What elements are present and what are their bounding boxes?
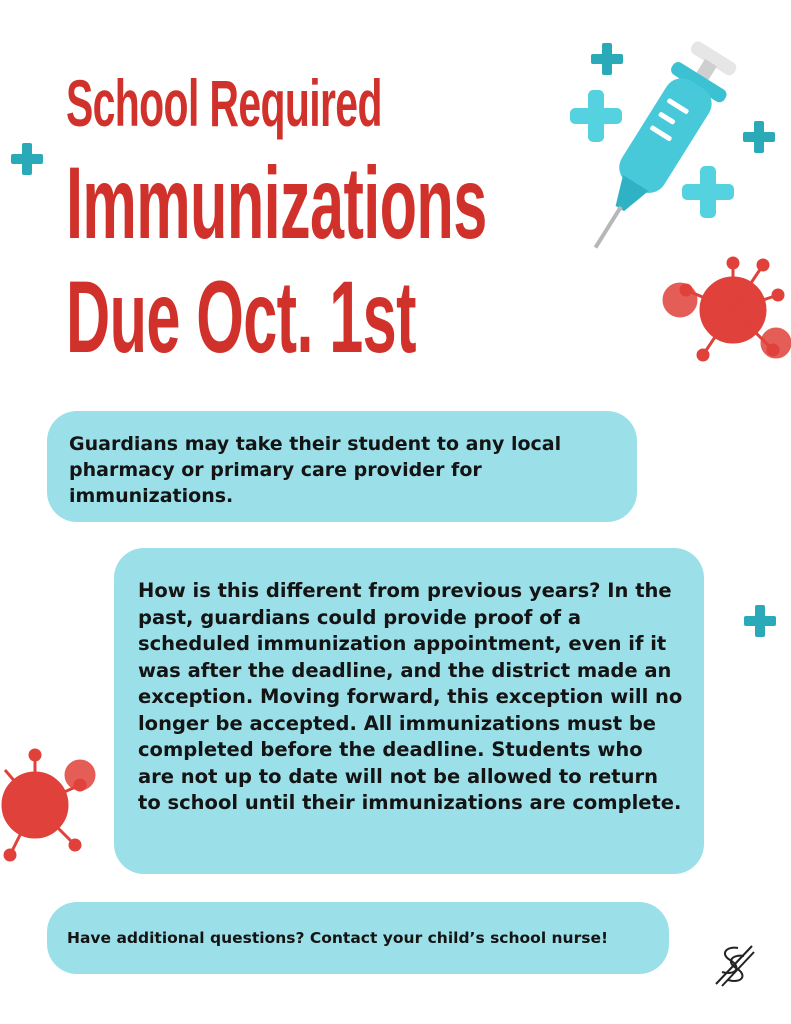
plus-icon <box>741 602 779 640</box>
title-line-immunizations: Immunizations <box>66 146 487 260</box>
info-box-contact <box>47 902 669 974</box>
virus-icon <box>0 745 100 865</box>
title-line-school-required: School Required <box>66 66 382 140</box>
info-text-guardians: Guardians may take their student to any local pharmacy or primary care provider for immunizations. <box>69 433 562 507</box>
virus-icon <box>658 255 791 370</box>
plus-icon <box>740 118 778 156</box>
info-box-policy-change <box>114 548 704 874</box>
info-text-policy-change: How is this different from previous years? In the past, guardians could provide proof of a scheduled immunization appointment, even if it was after the deadline, and the district made an exception. Moving forward, this exception will no longer be accepted. All immunizations must be completed before the deadline. Students who are not up to date will not be allowed to return to school until their immunizations are complete. <box>138 579 683 814</box>
info-box-guardians <box>47 411 637 522</box>
info-text-contact: Have additional questions? Contact your child’s school nurse! <box>67 929 609 947</box>
title-line-due-date: Due Oct. 1st <box>66 260 416 374</box>
district-logo-icon <box>708 940 758 990</box>
plus-icon <box>8 140 46 178</box>
syringe-icon <box>568 28 738 273</box>
